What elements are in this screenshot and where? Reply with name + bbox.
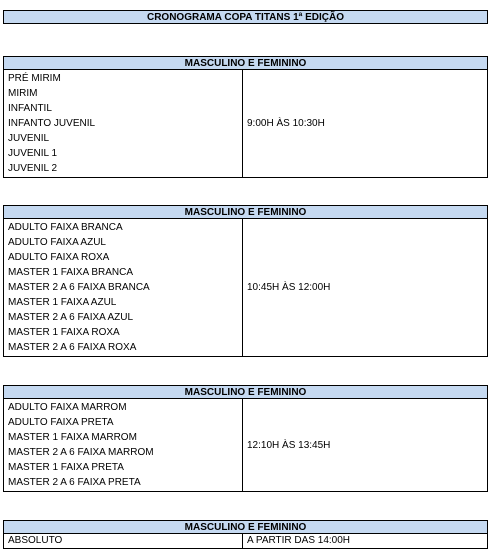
category-item: MASTER 1 FAIXA MARROM	[8, 432, 137, 443]
category-item: MASTER 2 A 6 FAIXA ROXA	[8, 342, 137, 353]
category-item: JUVENIL 2	[8, 163, 58, 174]
section-2-time: 10:45H ÀS 12:00H	[247, 282, 331, 293]
category-item: MASTER 1 FAIXA PRETA	[8, 462, 124, 473]
category-item: JUVENIL	[8, 133, 50, 144]
section-1-categories	[4, 70, 243, 177]
section-4-time: A PARTIR DAS 14:00H	[247, 535, 351, 546]
category-item: INFANTO JUVENIL	[8, 118, 96, 129]
section-1-header: MASCULINO E FEMININO	[3, 56, 488, 70]
category-item: MASTER 1 FAIXA ROXA	[8, 327, 120, 338]
category-item: JUVENIL 1	[8, 148, 58, 159]
category-item: ADULTO FAIXA ROXA	[8, 252, 110, 263]
category-item: MASTER 2 A 6 FAIXA MARROM	[8, 447, 154, 458]
category-item: MASTER 1 FAIXA BRANCA	[8, 267, 134, 278]
category-item: ADULTO FAIXA PRETA	[8, 417, 114, 428]
section-2-header: MASCULINO E FEMININO	[3, 205, 488, 219]
section-4-table	[3, 534, 488, 549]
section-2-table	[3, 219, 488, 357]
section-1-time: 9:00H ÀS 10:30H	[247, 118, 325, 129]
section-3-time: 12:10H ÀS 13:45H	[247, 439, 331, 451]
category-item: MASTER 1 FAIXA AZUL	[8, 297, 117, 308]
category-item: ADULTO FAIXA AZUL	[8, 237, 106, 248]
section-1-table	[3, 70, 488, 178]
category-item: ABSOLUTO	[4, 534, 243, 548]
section-4-header: MASCULINO E FEMININO	[3, 520, 488, 534]
category-item: ADULTO FAIXA BRANCA	[8, 222, 123, 233]
category-item: PRÉ MIRIM	[8, 73, 61, 84]
category-item: ADULTO FAIXA MARROM	[8, 402, 127, 413]
category-item: MASTER 2 A 6 FAIXA AZUL	[8, 312, 134, 323]
schedule-title: CRONOGRAMA COPA TITANS 1ª EDIÇÃO	[3, 10, 488, 24]
category-item: INFANTIL	[8, 103, 52, 114]
category-item: MASTER 2 A 6 FAIXA BRANCA	[8, 282, 150, 293]
section-3-categories	[4, 399, 243, 491]
category-item: MASTER 2 A 6 FAIXA PRETA	[8, 477, 141, 488]
section-2-categories	[4, 219, 243, 356]
section-3-table	[3, 399, 488, 492]
section-3-header: MASCULINO E FEMININO	[3, 385, 488, 399]
category-item: MIRIM	[8, 88, 38, 99]
